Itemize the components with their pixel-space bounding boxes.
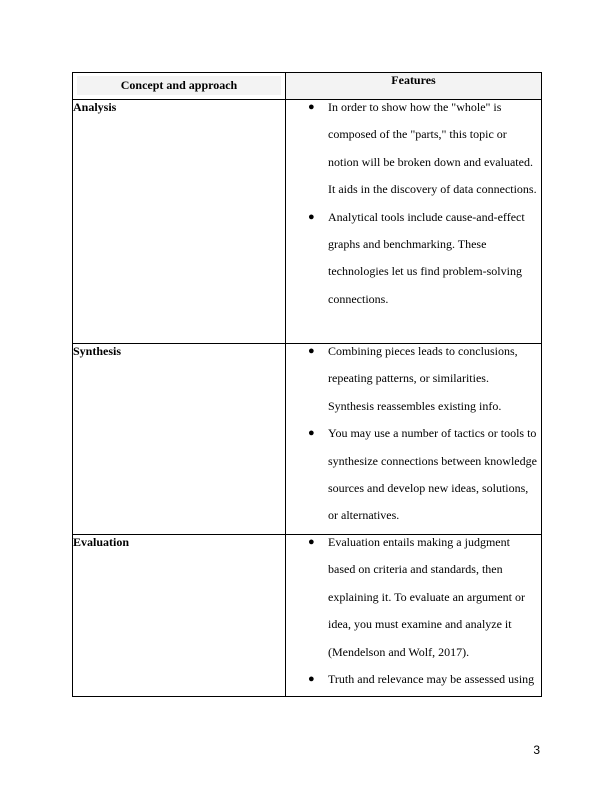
list-item	[286, 204, 541, 314]
features-list	[286, 535, 541, 694]
features-cell	[286, 535, 542, 697]
features-cell	[286, 100, 542, 344]
list-item	[286, 666, 541, 693]
features-list	[286, 338, 541, 530]
list-item	[286, 535, 541, 667]
feature-text: You may use a number of tactics or tools to synthesize connections between knowledge sources and develop new ideas, solutions, or alternatives.	[328, 426, 537, 523]
header-concept-cell	[73, 73, 286, 100]
bullet-icon: ●	[308, 536, 315, 548]
feature-text: Truth and relevance may be assessed using	[328, 672, 535, 687]
list-item	[286, 338, 541, 420]
concept-cell: Evaluation	[73, 535, 286, 697]
feature-text: Evaluation entails making a judgment based on criteria and standards, then explaining it. To evaluate an argument or idea, you must examine and analyze it (Mendelson and Wolf, 2017).	[328, 535, 525, 659]
features-list	[286, 94, 541, 313]
bullet-icon: ●	[308, 345, 315, 357]
bullet-icon: ●	[308, 101, 315, 113]
concept-cell: Analysis	[73, 100, 286, 344]
table-row	[73, 100, 542, 344]
table-row	[73, 344, 542, 535]
bullet-icon: ●	[308, 673, 315, 686]
concept-cell: Synthesis	[73, 344, 286, 535]
feature-text: In order to show how the "whole" is composed of the "parts," this topic or notion will be broken down and evaluated. It aids in the discovery of data connections.	[328, 100, 537, 197]
feature-text: Combining pieces leads to conclusions, repeating patterns, or similarities. Synthesis reassembles existing info.	[328, 344, 518, 413]
features-cell	[286, 344, 542, 535]
header-concept-label: Concept and approach	[77, 76, 281, 95]
list-item	[286, 94, 541, 204]
bullet-icon: ●	[308, 210, 315, 223]
list-item	[286, 420, 541, 530]
concept-features-table	[72, 72, 542, 697]
header-features-cell: Features	[286, 73, 542, 100]
bullet-icon: ●	[308, 427, 315, 440]
feature-text: Analytical tools include cause-and-effect graphs and benchmarking. These technologies let us find problem-solving connections.	[328, 209, 525, 306]
table-row	[73, 535, 542, 697]
page-number: 3	[533, 743, 540, 757]
